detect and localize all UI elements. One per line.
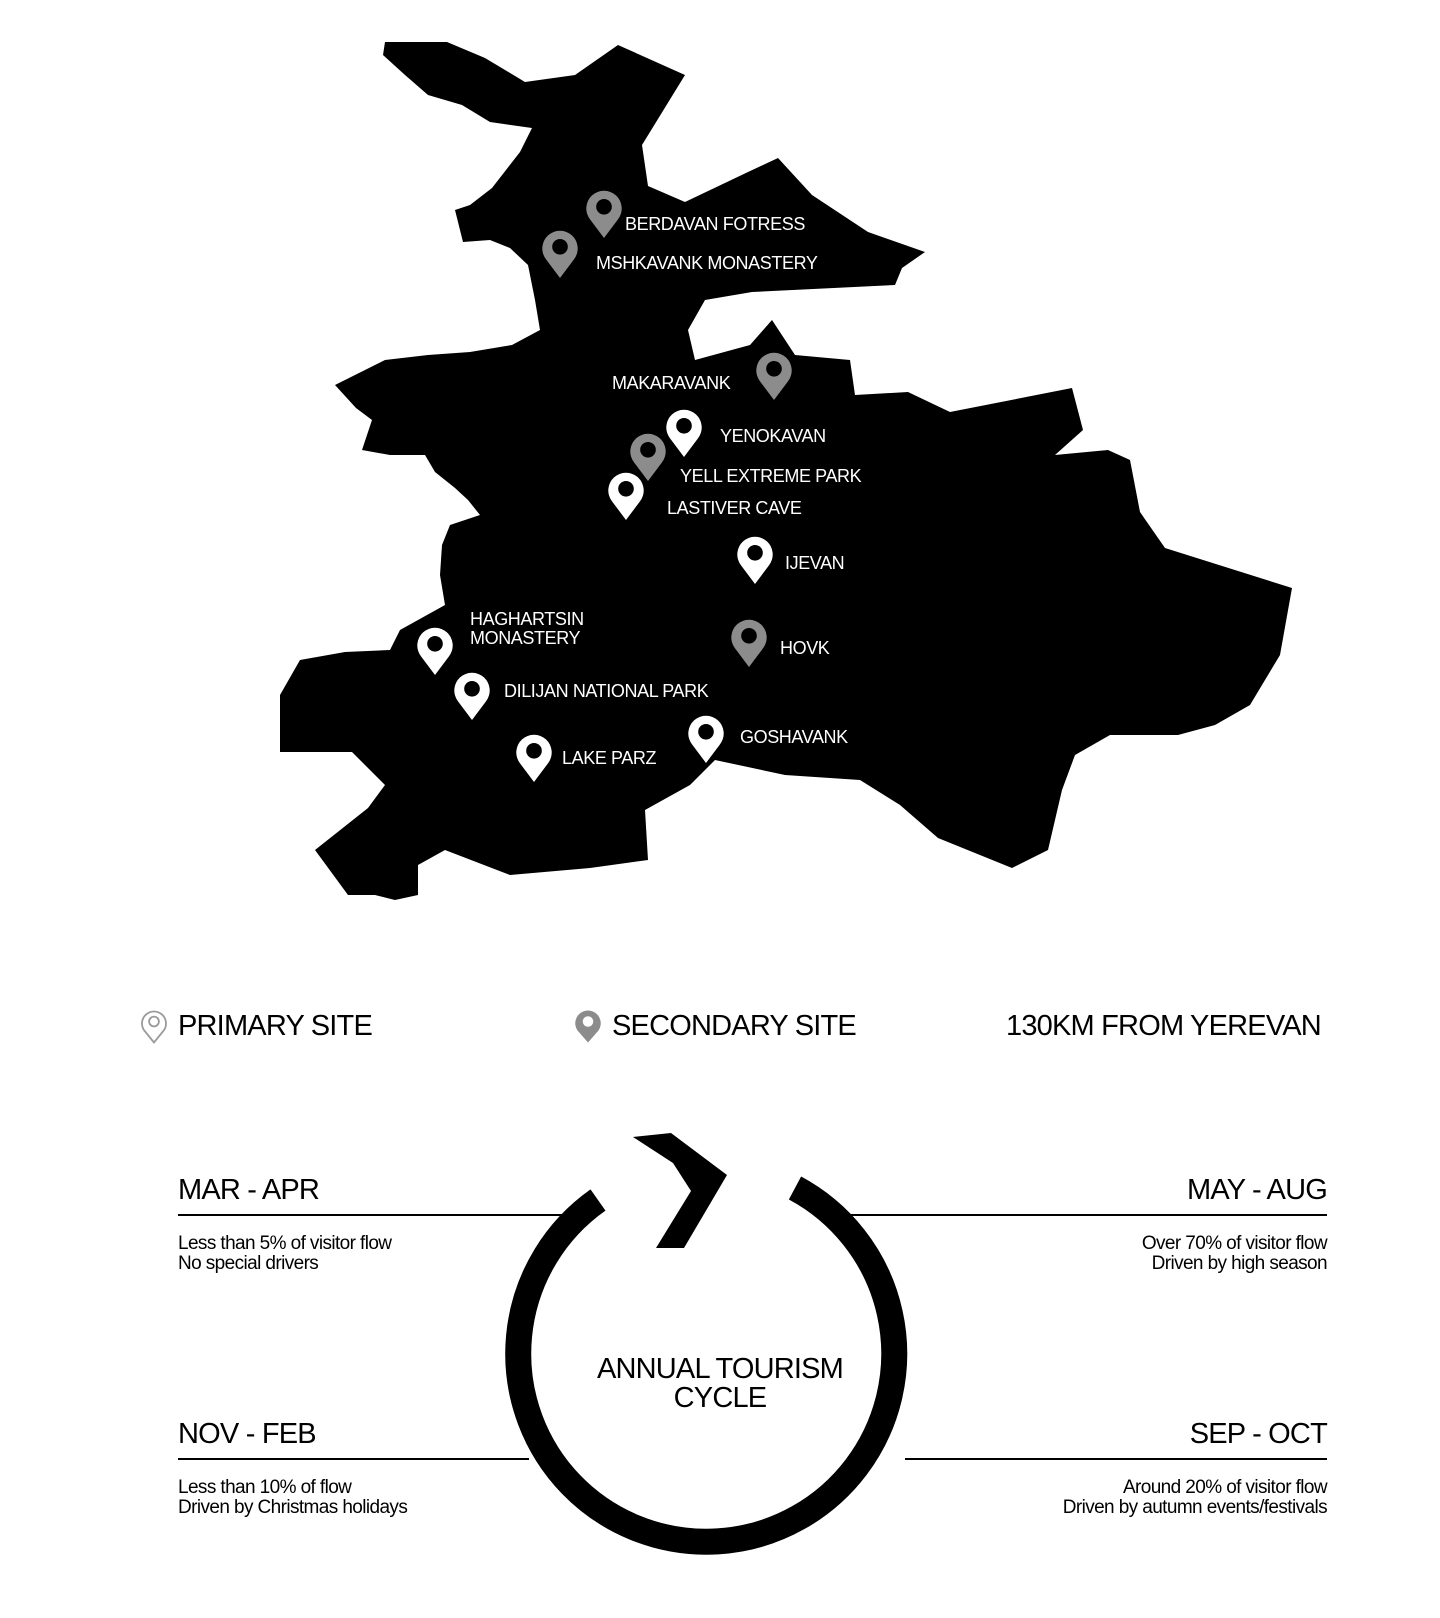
cycle-title-line2: CYCLE (673, 1382, 767, 1414)
cycle-center-title (570, 1355, 870, 1413)
yenokavan-label: YENOKAVAN (720, 426, 826, 446)
legend-distance-label: 130KM FROM YEREVAN (1006, 1010, 1321, 1042)
season-nov-feb-rule (178, 1458, 529, 1460)
season-nov-feb-line2: Driven by Christmas holidays (178, 1497, 408, 1518)
legend-primary-label: PRIMARY SITE (178, 1009, 372, 1042)
season-may-aug-rule (840, 1214, 1327, 1216)
season-may-aug-line2: Driven by high season (1151, 1253, 1327, 1274)
berdavan-label: BERDAVAN FOTRESS (625, 214, 805, 234)
season-may-aug-desc (1142, 1234, 1327, 1274)
grey-map-pin-icon (574, 1008, 602, 1044)
haghartsin-label-line1: HAGHARTSIN (470, 609, 584, 629)
yell-label: YELL EXTREME PARK (680, 466, 862, 486)
season-sep-oct-line2: Driven by autumn events/festivals (1062, 1497, 1327, 1518)
season-may-aug-title: MAY - AUG (1187, 1174, 1327, 1206)
season-nov-feb-line1: Less than 10% of flow (178, 1477, 352, 1498)
mshkavank-label: MSHKAVANK MONASTERY (596, 253, 818, 273)
lastiver-label: LASTIVER CAVE (667, 498, 802, 518)
dilijan-label: DILIJAN NATIONAL PARK (504, 681, 709, 701)
season-sep-oct-line1: Around 20% of visitor flow (1122, 1477, 1327, 1498)
legend-secondary (574, 1008, 856, 1044)
cycle-arrow-head-icon (633, 1133, 727, 1248)
season-mar-apr-desc (178, 1234, 391, 1274)
goshavank-label: GOSHAVANK (740, 727, 848, 747)
ijevan-label: IJEVAN (785, 553, 845, 573)
season-mar-apr-line2: No special drivers (178, 1253, 319, 1274)
parz-label: LAKE PARZ (562, 748, 657, 768)
cycle-title-line1: ANNUAL TOURISM (596, 1353, 844, 1385)
season-mar-apr-rule (178, 1214, 598, 1216)
season-sep-oct-rule (905, 1458, 1327, 1460)
legend-primary (140, 1008, 372, 1044)
season-may-aug-line1: Over 70% of visitor flow (1141, 1233, 1327, 1254)
makaravank-label: MAKARAVANK (612, 373, 731, 393)
season-nov-feb-title: NOV - FEB (178, 1418, 316, 1450)
hovk-label: HOVK (780, 638, 830, 658)
legend-distance (1006, 1012, 1321, 1041)
legend-secondary-label: SECONDARY SITE (612, 1009, 856, 1042)
season-sep-oct-title: SEP - OCT (1189, 1418, 1327, 1450)
season-sep-oct-desc (1063, 1478, 1327, 1518)
season-mar-apr-title: MAR - APR (178, 1174, 320, 1206)
haghartsin-label-line2: MONASTERY (470, 628, 581, 648)
season-nov-feb-desc (178, 1478, 407, 1518)
season-mar-apr-line1: Less than 5% of visitor flow (178, 1233, 392, 1254)
outline-map-pin-icon (140, 1008, 168, 1044)
